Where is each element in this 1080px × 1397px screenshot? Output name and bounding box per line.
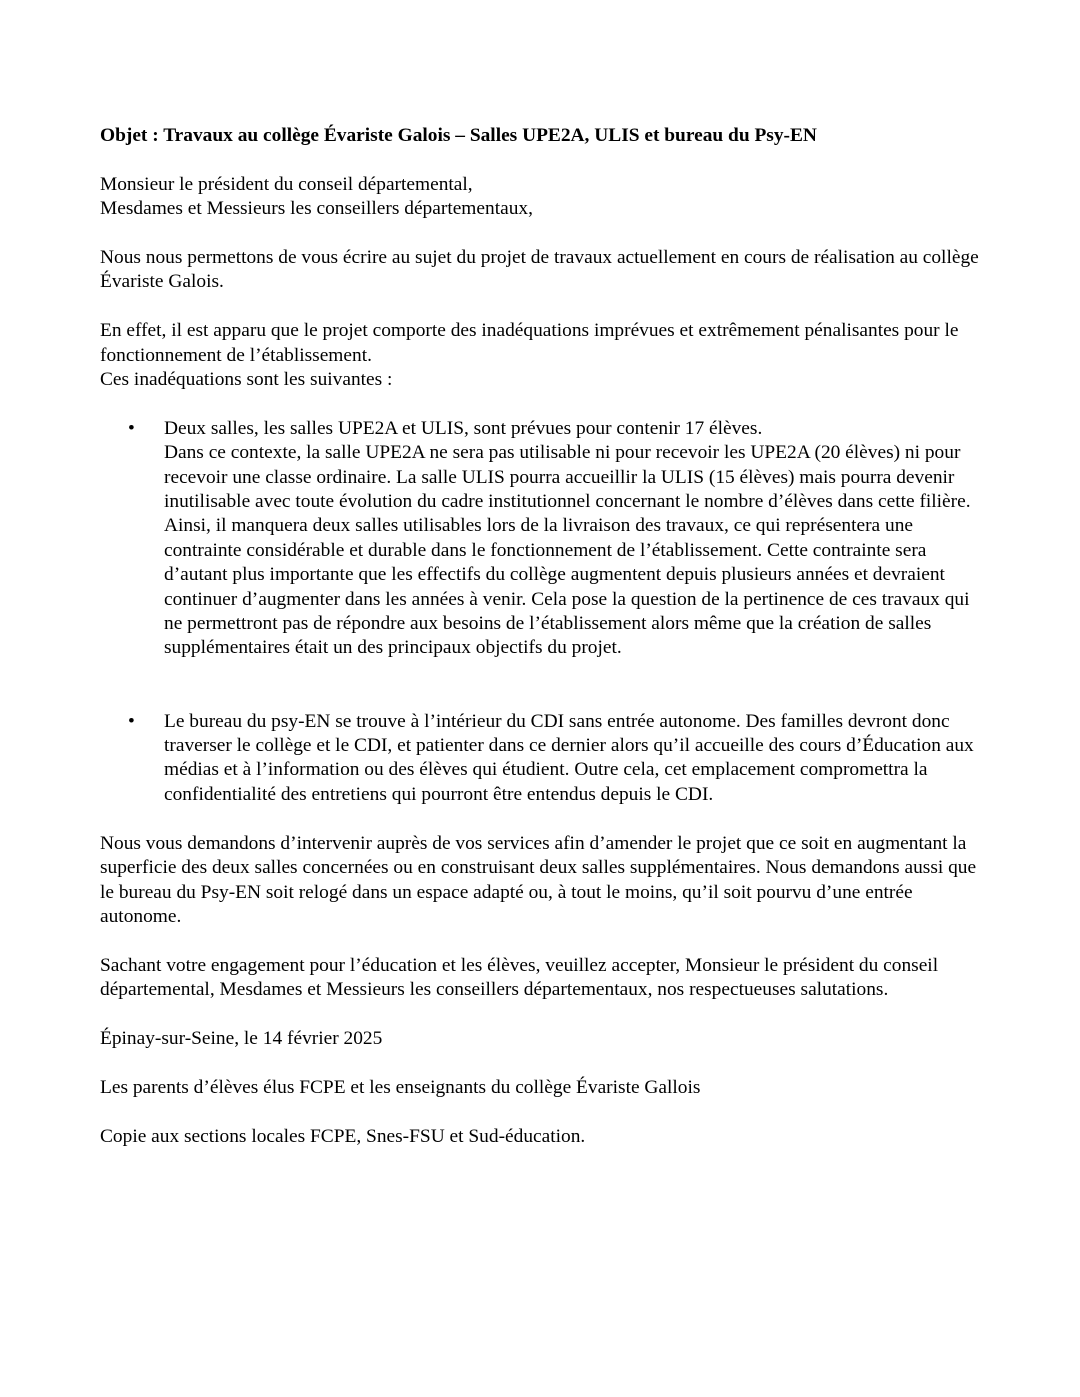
bullet-icon: • — [128, 417, 135, 439]
salutation-line-president: Monsieur le président du conseil départemental, — [100, 173, 473, 195]
issues-intro — [100, 319, 985, 392]
salutation-line-councillors: Mesdames et Messieurs les conseillers départementaux, — [100, 198, 533, 220]
issues-intro-line-1: En effet, il est apparu que le projet comporte des inadéquations imprévues et extrêmement pénalisantes pour le fonctionnement de l’établissement. — [100, 320, 959, 366]
issue-item-psy-office-body: Le bureau du psy-EN se trouve à l’intérieur du CDI sans entrée autonome. Des familles devront donc traverser le collège et le CDI, et patienter dans ce dernier alors qu’il accueille des cours d’Éducation aux médias et à l’information ou des élèves qui étudient. Outre cela, cet emplacement compromettra la confidentialité des entretiens qui pourront être entendus depuis le CDI. — [164, 710, 974, 805]
intro-paragraph: Nous nous permettons de vous écrire au sujet du projet de travaux actuellement en cours de réalisation au collège Évariste Galois. — [100, 247, 979, 293]
request-paragraph: Nous vous demandons d’intervenir auprès de vos services afin d’amender le projet que ce soit en augmentant la superficie des deux salles concernées ou en construisant deux salles supplémentaires. Nous demandons aussi que le bureau du Psy-EN soit relogé dans un espace adapté ou, à tout le moins, qu’il soit pourvu d’une entrée autonome. — [100, 832, 977, 927]
issue-item-psy-office — [100, 710, 985, 808]
letter-page — [100, 124, 985, 1173]
issues-intro-line-2: Ces inadéquations sont les suivantes : — [100, 369, 393, 391]
signature: Les parents d’élèves élus FCPE et les enseignants du collège Évariste Gallois — [100, 1076, 701, 1098]
bullet-icon: • — [128, 710, 135, 732]
closing-paragraph: Sachant votre engagement pour l’éducation et les élèves, veuillez accepter, Monsieur le président du conseil départemental, Mesdames et Messieurs les conseillers départementaux, nos respectueuses salutations. — [100, 954, 939, 1001]
issue-item-rooms-body: Dans ce contexte, la salle UPE2A ne sera pas utilisable ni pour recevoir les UPE2A (20 élèves) ni pour recevoir une classe ordinaire. La salle ULIS pourra accueillir la ULIS (15 élèves) mais pourra devenir inutilisable avec toute évolution du cadre institutionnel concernant le nombre d’élèves dans cette filière. Ainsi, il manquera deux salles utilisables lors de la livraison des travaux, ce qui représentera une contrainte considérable et durable dans le fonctionnement de l’établissement. Cette contrainte sera d’autant plus importante que les effectifs du collège augmentent depuis plusieurs années et devraient continuer d’augmenter dans les années à venir. Cela pose la question de la pertinence de ces travaux qui ne permettront pas de répondre aux besoins de l’établissement alors même que la création de salles supplémentaires était un des principaux objectifs du projet. — [164, 442, 971, 659]
issue-item-rooms-lead: Deux salles, les salles UPE2A et ULIS, sont prévues pour contenir 17 élèves. — [164, 417, 763, 439]
copy-notice: Copie aux sections locales FCPE, Snes-FSU et Sud-éducation. — [100, 1125, 586, 1147]
issues-list — [100, 417, 985, 807]
salutation — [100, 173, 985, 222]
letter-subject: Objet : Travaux au collège Évariste Galois – Salles UPE2A, ULIS et bureau du Psy-EN — [100, 125, 817, 146]
issue-item-rooms — [100, 417, 985, 661]
place-date: Épinay-sur-Seine, le 14 février 2025 — [100, 1027, 383, 1049]
